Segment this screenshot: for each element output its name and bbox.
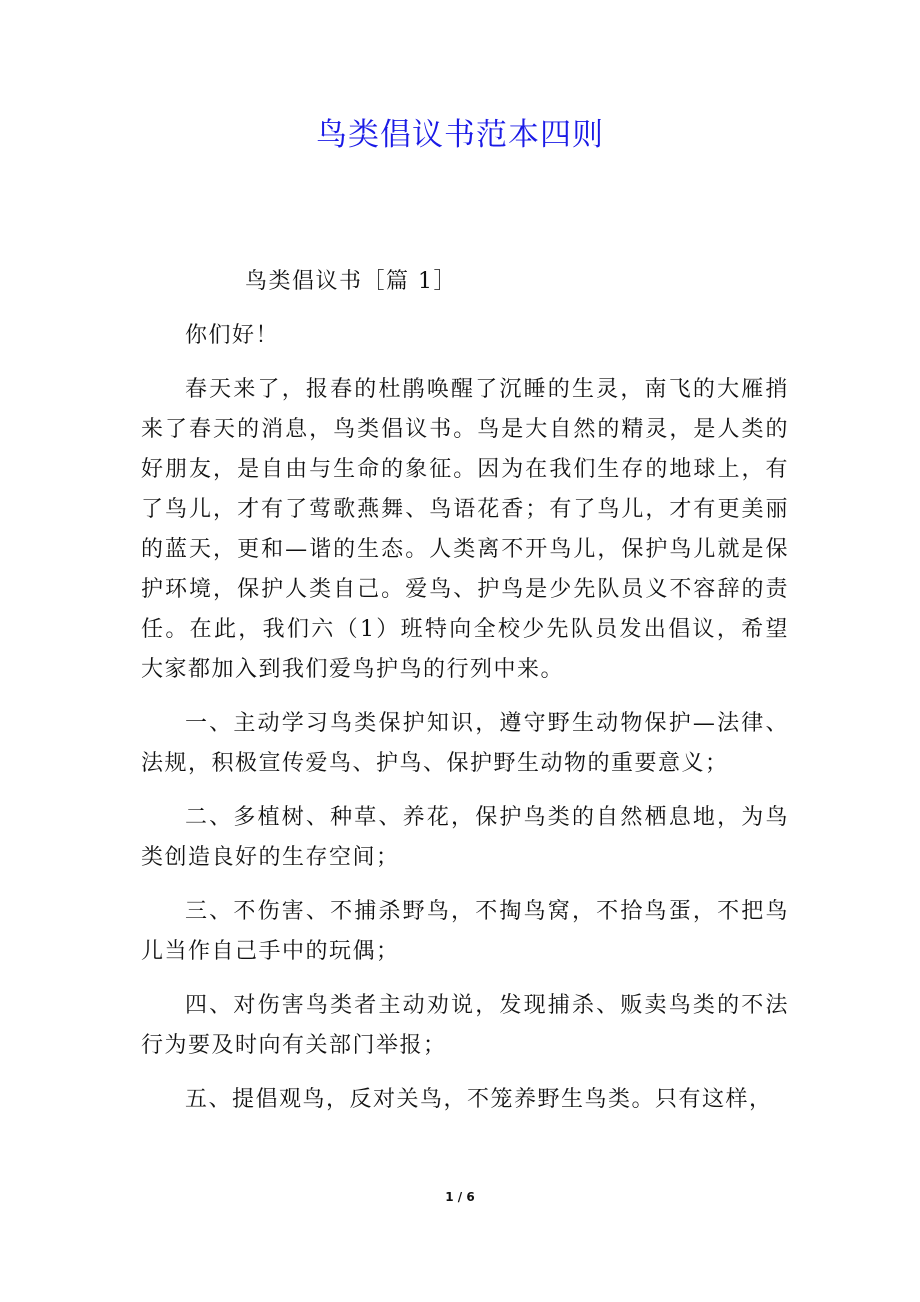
document-body [141, 262, 789, 1134]
section-heading: 鸟类倡议书［篇 1］ [245, 269, 457, 294]
paragraph-item-5: 五、提倡观鸟，反对关鸟，不笼养野生鸟类。只有这样， [185, 1087, 773, 1112]
paragraph-greeting: 你们好！ [185, 323, 280, 348]
paragraph-item-3: 三、不伤害、不捕杀野鸟，不掏鸟窝，不拾鸟蛋，不把鸟儿当作自己手中的玩偶； [141, 899, 789, 964]
paragraph-item-2: 二、多植树、种草、养花，保护鸟类的自然栖息地，为鸟类创造良好的生存空间； [141, 805, 789, 870]
paragraph-item-1: 一、主动学习鸟类保护知识，遵守野生动物保护—法律、法规，积极宣传爱鸟、护鸟、保护野生动物的重要意义； [141, 711, 789, 776]
page-number: 1 / 6 [445, 1190, 475, 1204]
document-title: 鸟类倡议书范本四则 [316, 117, 604, 153]
paragraph-intro: 春天来了，报春的杜鹃唤醒了沉睡的生灵，南飞的大雁捎来了春天的消息，鸟类倡议书。鸟是大自然的精灵，是人类的好朋友，是自由与生命的象征。因为在我们生存的地球上，有了鸟儿，才有了莺歌燕舞、鸟语花香；有了鸟儿，才有更美丽的蓝天，更和—谐的生态。人类离不开鸟儿，保护鸟儿就是保护环境，保护人类自己。爱鸟、护鸟是少先队员义不容辞的责任。在此，我们六（1）班特向全校少先队员发出倡议，希望大家都加入到我们爱鸟护鸟的行列中来。 [141, 377, 789, 682]
paragraph-item-4: 四、对伤害鸟类者主动劝说，发现捕杀、贩卖鸟类的不法行为要及时向有关部门举报； [141, 993, 789, 1058]
